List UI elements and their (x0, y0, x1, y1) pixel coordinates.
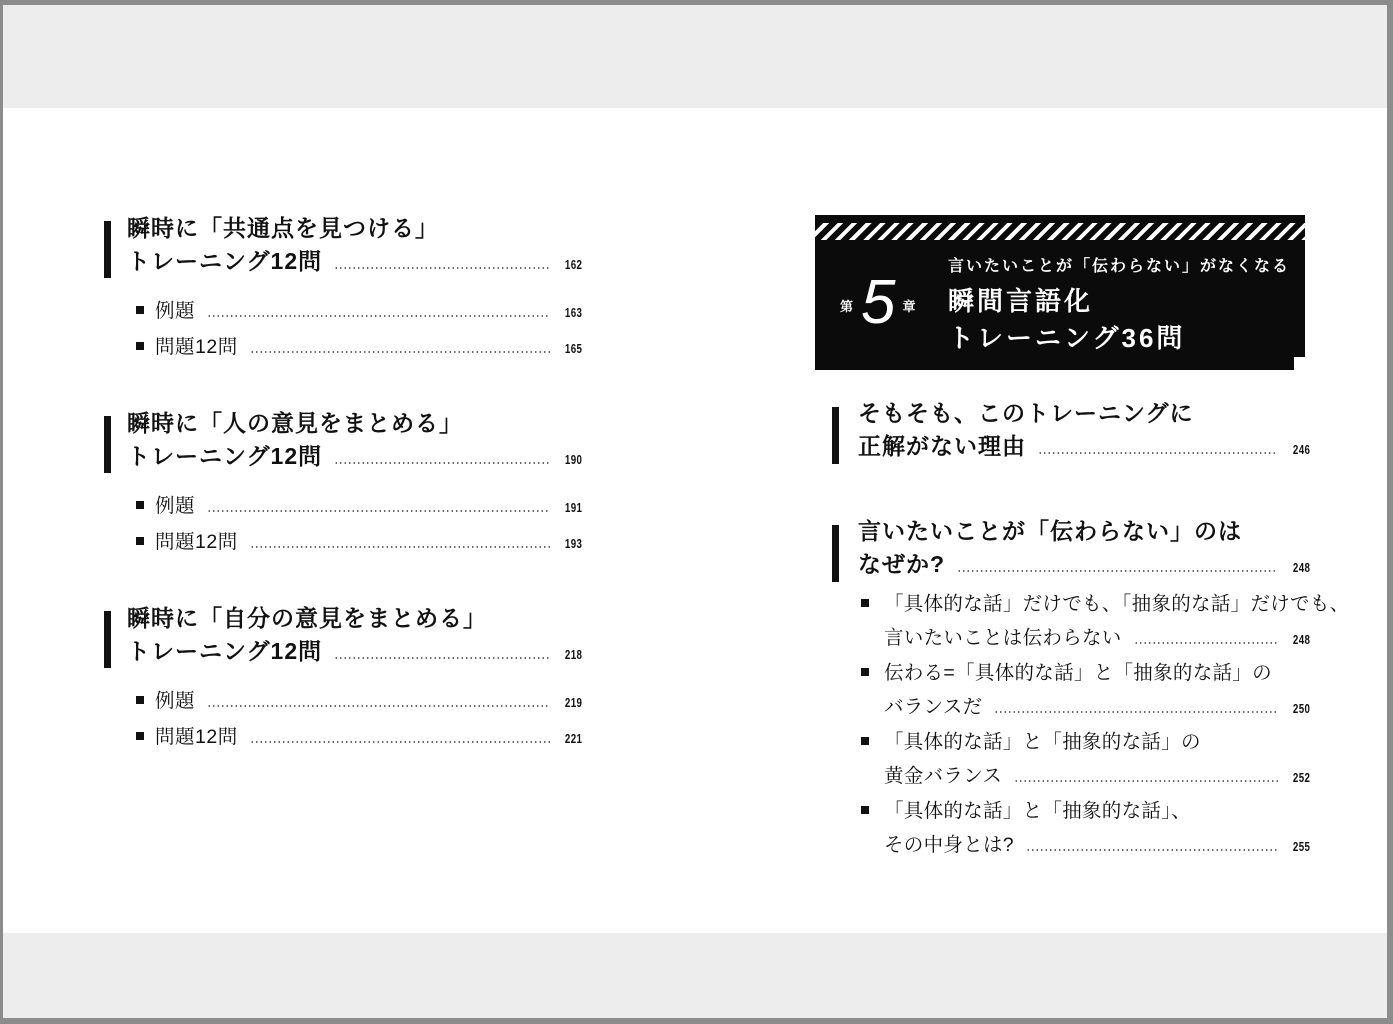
dotted-leader (250, 546, 550, 548)
section-heading-line2: トレーニング12問 (127, 638, 323, 664)
dotted-leader (250, 351, 550, 353)
toc-sub-items (861, 588, 1350, 864)
toc-item-text: その中身とは? (884, 833, 1014, 856)
toc-item-text: バランスだ (884, 695, 983, 718)
chapter-title-line1: 瞬間言語化 (948, 286, 1094, 316)
toc-item (127, 525, 582, 561)
dotted-leader (334, 657, 550, 659)
chapter-box-top-strip (815, 215, 1305, 223)
page-number: 255 (1292, 839, 1310, 854)
section-heading-line2: 正解がない理由 (858, 433, 1026, 459)
section-heading-line1: 瞬時に「人の意見をまとめる」 (127, 410, 463, 436)
dotted-leader (1014, 780, 1277, 782)
toc-item-label: 例題 (155, 690, 196, 712)
page-number: 163 (564, 306, 582, 320)
chapter-heading-box (815, 215, 1305, 370)
toc-item (127, 330, 582, 366)
section-heading-line2: トレーニング12問 (127, 443, 323, 469)
toc-item-text: 「具体的な話」と「抽象的な話」、 (884, 800, 1192, 822)
toc-section (104, 602, 582, 756)
dotted-leader (207, 315, 550, 317)
section-heading-line1: 瞬時に「共通点を見つける」 (127, 215, 439, 241)
bullet-square-icon (861, 599, 869, 607)
chapter-number-label (840, 240, 917, 370)
toc-item-line2 (861, 622, 1310, 658)
toc-item (127, 720, 582, 756)
toc-section (832, 515, 1310, 585)
toc-item-label: 問題12問 (155, 336, 238, 358)
dotted-leader (957, 570, 1278, 572)
chapter-title-line2: トレーニング36問 (948, 323, 1186, 353)
bullet-square-icon (136, 342, 144, 350)
page-number: 219 (564, 696, 582, 710)
section-heading-line1: そもそも、このトレーニングに (858, 400, 1194, 426)
toc-item-line1 (861, 588, 1350, 622)
page-number: 162 (564, 258, 582, 272)
page-number: 250 (1292, 701, 1310, 716)
bullet-square-icon (861, 668, 869, 676)
dotted-leader (334, 462, 550, 464)
bullet-square-icon (136, 696, 144, 704)
section-heading-line2: なぜか? (858, 551, 946, 577)
toc-item (127, 684, 582, 720)
top-margin-band (3, 5, 1387, 108)
page-number: 218 (564, 648, 582, 662)
toc-section (104, 407, 582, 561)
chapter-prefix: 第 (840, 298, 855, 314)
corner-notch (1294, 357, 1305, 370)
toc-item-label: 例題 (155, 495, 196, 517)
page-number: 246 (1292, 443, 1310, 457)
toc-item-line2 (861, 760, 1310, 796)
page-number: 165 (564, 342, 582, 356)
page-number: 191 (564, 501, 582, 515)
bullet-square-icon (861, 737, 869, 745)
dotted-leader (207, 510, 550, 512)
dotted-leader (250, 741, 550, 743)
toc-item (127, 294, 582, 330)
bullet-square-icon (136, 306, 144, 314)
section-bar (832, 407, 839, 464)
toc-item-line2 (861, 691, 1310, 727)
toc-section (104, 212, 582, 366)
bullet-square-icon (136, 732, 144, 740)
bullet-square-icon (136, 501, 144, 509)
bullet-square-icon (136, 537, 144, 545)
toc-item-line1 (861, 726, 1310, 760)
section-bar (104, 611, 111, 668)
toc-item-line1 (861, 795, 1310, 829)
diagonal-hatch-band (815, 223, 1305, 240)
chapter-suffix: 章 (902, 298, 917, 314)
toc-item-text: 「具体的な話」と「抽象的な話」の (884, 731, 1201, 753)
bottom-margin-band (3, 933, 1387, 1018)
dotted-leader (207, 705, 550, 707)
section-heading-line1: 言いたいことが「伝わらない」のは (858, 518, 1242, 544)
toc-item-text: 伝わる=「具体的な話」と「抽象的な話」の (884, 662, 1272, 684)
dotted-leader (1026, 849, 1278, 851)
toc-item-label: 例題 (155, 300, 196, 322)
section-heading-line1: 瞬時に「自分の意見をまとめる」 (127, 605, 487, 631)
toc-item-text: 黄金バランス (884, 764, 1003, 787)
chapter-subtitle: 言いたいことが「伝わらない」がなくなる (948, 258, 1291, 275)
toc-item-text: 「具体的な話」だけでも、「抽象的な話」だけでも、 (884, 593, 1350, 615)
dotted-leader (1134, 642, 1278, 644)
page-number: 193 (564, 537, 582, 551)
dotted-leader (994, 711, 1277, 713)
toc-section (832, 397, 1310, 467)
page-number: 248 (1292, 632, 1310, 647)
toc-item-line2 (861, 829, 1310, 865)
section-bar (104, 221, 111, 278)
toc-item-line1 (861, 657, 1310, 691)
page-number: 252 (1292, 770, 1310, 785)
dotted-leader (1038, 452, 1278, 454)
section-heading-line2: トレーニング12問 (127, 248, 323, 274)
section-bar (832, 525, 839, 582)
dotted-leader (334, 267, 550, 269)
toc-item (127, 489, 582, 525)
bullet-square-icon (861, 806, 869, 814)
toc-item-label: 問題12問 (155, 726, 238, 748)
page-number: 221 (564, 732, 582, 746)
toc-item-label: 問題12問 (155, 531, 238, 553)
toc-item-text: 言いたいことは伝わらない (884, 626, 1122, 649)
chapter-number: 5 (861, 268, 896, 337)
section-bar (104, 416, 111, 473)
page-number: 248 (1292, 561, 1310, 575)
page-number: 190 (564, 453, 582, 467)
